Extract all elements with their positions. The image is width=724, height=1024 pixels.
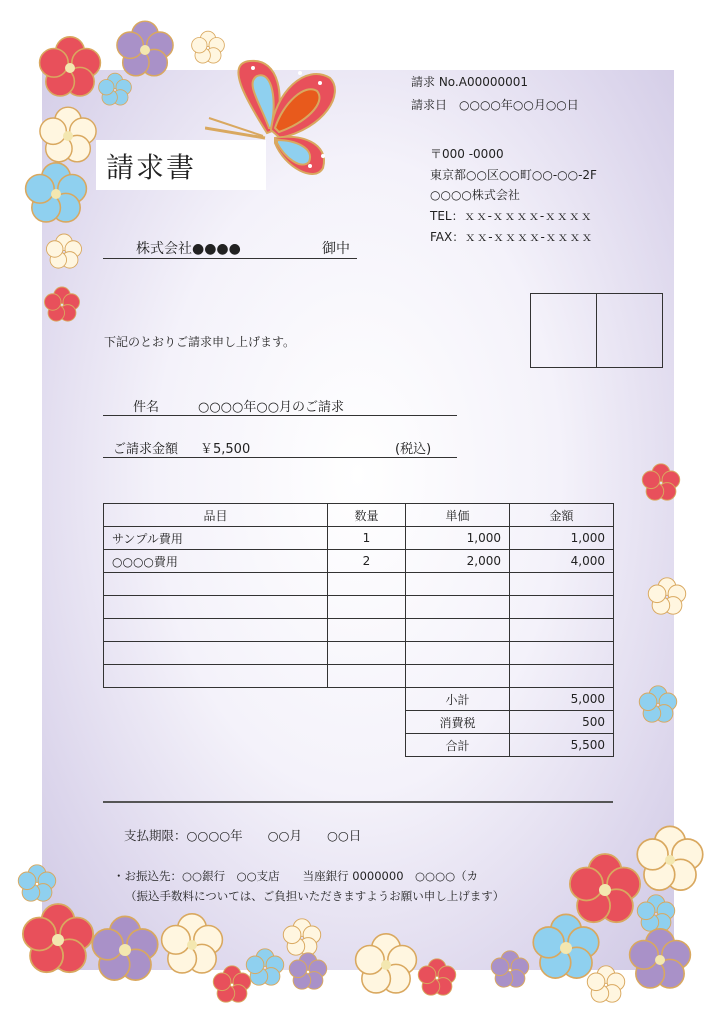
- cell-amount: [510, 573, 614, 596]
- amount-value: ￥5,500: [200, 442, 251, 457]
- subtotal-value: 5,000: [510, 688, 614, 711]
- recipient-honorific: 御中: [322, 241, 350, 257]
- table-row: [104, 550, 614, 573]
- cell-item: [104, 619, 328, 642]
- sender-postal: 〒000 -0000: [430, 147, 504, 161]
- table-row: [104, 619, 614, 642]
- cell-amount: [510, 665, 614, 688]
- cell-qty: 2: [328, 550, 406, 573]
- cell-amount: [510, 619, 614, 642]
- recipient-name: 株式会社●●●●: [136, 241, 241, 257]
- summary-row-tax: [406, 711, 614, 734]
- cell-item: [104, 665, 328, 688]
- subject-value: ○○○○年○○月のご請求: [198, 400, 345, 415]
- cell-unit-price: [406, 665, 510, 688]
- sender-address: 東京都○○区○○町○○-○○-2F: [430, 168, 597, 182]
- invoice-date: 請求日 ○○○○年○○月○○日: [411, 98, 579, 112]
- invoice-number: 請求 No.A00000001: [411, 75, 529, 89]
- summary-table: [405, 687, 614, 757]
- cell-amount: 1,000: [510, 527, 614, 550]
- table-row: [104, 573, 614, 596]
- cell-unit-price: [406, 596, 510, 619]
- subject-underline: [103, 415, 457, 416]
- header-item: 品目: [104, 504, 328, 527]
- header-amount: 金額: [510, 504, 614, 527]
- intro-text: 下記のとおりご請求申し上げます。: [104, 335, 296, 349]
- amount-underline: [103, 457, 457, 458]
- cell-unit-price: [406, 619, 510, 642]
- cell-qty: [328, 596, 406, 619]
- cell-item: ○○○○費用: [104, 550, 328, 573]
- cell-item: [104, 573, 328, 596]
- cell-amount: [510, 596, 614, 619]
- total-label: 合計: [406, 734, 510, 757]
- transfer-fee-note: （振込手数料については、ご負担いただきますようお願い申し上げます）: [125, 889, 505, 903]
- table-header-row: [104, 504, 614, 527]
- amount-label: ご請求金額: [113, 442, 179, 457]
- sender-company: ○○○○株式会社: [430, 188, 520, 202]
- table-row: [104, 642, 614, 665]
- summary-row-subtotal: [406, 688, 614, 711]
- tax-note: (税込): [395, 442, 432, 457]
- header-unit-price: 単価: [406, 504, 510, 527]
- cell-qty: [328, 619, 406, 642]
- cell-item: サンプル費用: [104, 527, 328, 550]
- sender-fax: FAX：ｘｘ-ｘｘｘｘ-ｘｘｘｘ: [430, 230, 593, 244]
- cell-amount: 4,000: [510, 550, 614, 573]
- cell-unit-price: [406, 642, 510, 665]
- table-row: [104, 527, 614, 550]
- cell-qty: [328, 665, 406, 688]
- header-qty: 数量: [328, 504, 406, 527]
- payment-deadline: 支払期限：○○○○年 ○○月 ○○日: [124, 828, 362, 843]
- cell-unit-price: 2,000: [406, 550, 510, 573]
- table-row: [104, 665, 614, 688]
- cell-unit-price: [406, 573, 510, 596]
- tax-value: 500: [510, 711, 614, 734]
- tax-label: 消費税: [406, 711, 510, 734]
- items-table: [103, 503, 614, 688]
- cell-unit-price: 1,000: [406, 527, 510, 550]
- total-value: 5,500: [510, 734, 614, 757]
- cell-qty: [328, 573, 406, 596]
- transfer-info: ・お振込先：○○銀行 ○○支店 当座銀行 0000000 ○○○○（カ: [113, 869, 479, 883]
- cell-item: [104, 642, 328, 665]
- cell-amount: [510, 642, 614, 665]
- subject-label: 件名: [133, 400, 160, 415]
- stamp-box: [530, 293, 663, 368]
- cell-item: [104, 596, 328, 619]
- summary-row-total: [406, 734, 614, 757]
- page-title: 請求書: [106, 151, 197, 184]
- subtotal-label: 小計: [406, 688, 510, 711]
- cell-qty: 1: [328, 527, 406, 550]
- sender-tel: TEL：ｘｘ-ｘｘｘｘ-ｘｘｘｘ: [430, 209, 593, 223]
- recipient-underline: [103, 258, 357, 259]
- section-divider: [103, 801, 613, 803]
- cell-qty: [328, 642, 406, 665]
- table-row: [104, 596, 614, 619]
